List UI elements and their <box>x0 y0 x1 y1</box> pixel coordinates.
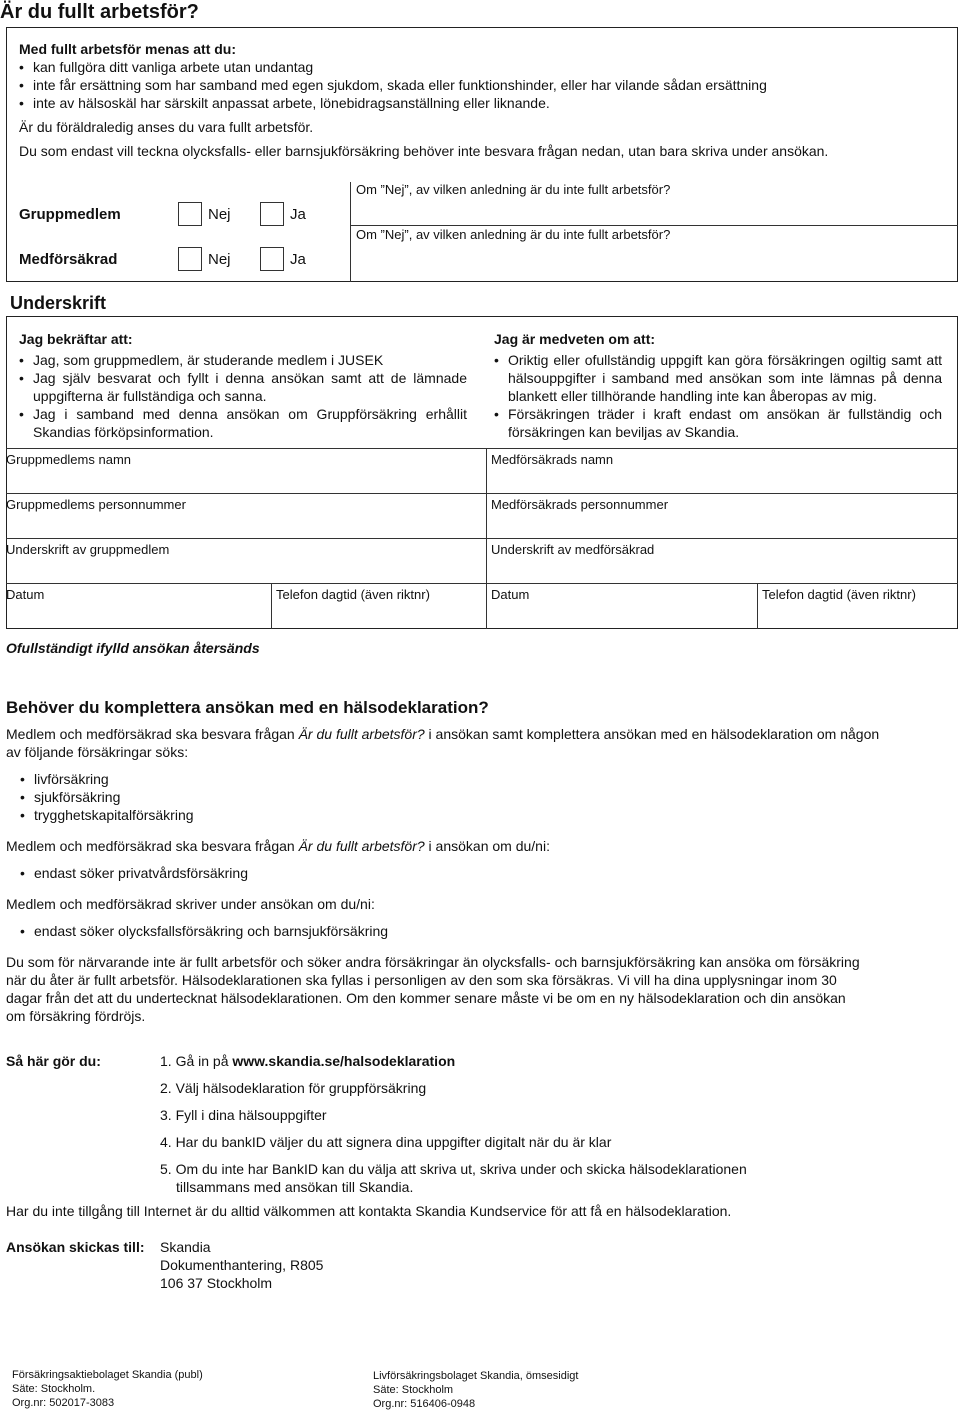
member-reason-divider <box>350 182 351 226</box>
member-name-field[interactable] <box>8 468 482 490</box>
address-line: 106 37 Stockholm <box>160 1275 273 1291</box>
list-item: • endast söker olycksfallsförsäkring och barnsjukförsäkring <box>20 922 886 940</box>
member-reason-line <box>350 225 958 226</box>
grid-divider <box>271 583 272 629</box>
insured-phone-field[interactable] <box>762 603 954 625</box>
phone-label: Telefon dagtid (även riktnr) <box>276 587 430 602</box>
grid-line <box>6 538 958 539</box>
insured-no-checkbox[interactable] <box>178 247 202 271</box>
text: Medlem och medförsäkrad ska besvara frågan <box>6 838 299 854</box>
text: i ansökan samt komplettera ansökan med en hälsodeklaration om någon av följande försäkringar söks: <box>6 726 880 760</box>
parental-leave-note: Är du föräldraledig anses du vara fullt arbetsför. <box>19 119 314 135</box>
member-date-field[interactable] <box>8 603 268 625</box>
date-label: Datum <box>491 587 530 602</box>
aware-item: • Försäkringen träder i kraft endast om ansökan är fullständig och försäkringen kan beviljas av Skandia. <box>494 405 942 441</box>
confirm-item: • Jag, som gruppmedlem, är studerande medlem i JUSEK <box>19 351 467 369</box>
grid-line <box>6 493 958 494</box>
insured-yes-label: Ja <box>290 251 306 268</box>
row-label-member: Gruppmedlem <box>19 206 121 223</box>
insured-yes-checkbox[interactable] <box>260 247 284 271</box>
insured-sign-field[interactable] <box>491 558 953 580</box>
grid-line <box>6 583 958 584</box>
footer-line: Org.nr: 516406-0948 <box>373 1398 476 1410</box>
member-name-label: Gruppmedlems namn <box>6 452 131 467</box>
member-no-label: Nej <box>208 206 231 223</box>
list-item: • endast söker privatvårdsförsäkring <box>20 864 886 882</box>
health-paragraph: Medlem och medförsäkrad skriver under ansökan om du/ni: <box>6 896 375 912</box>
aware-item: • Oriktig eller ofullständig uppgift kan göra försäkringen ogiltig samt att hälsouppgifter i samband med ansökan som inte lämnas på denna blankett eller tillhörande handling inte kan åberopas av mig. <box>494 351 942 405</box>
aware-title: Jag är medveten om att: <box>494 331 656 347</box>
definition-title: Med fullt arbetsför menas att du: <box>19 41 237 57</box>
health-paragraph: Du som för närvarande inte är fullt arbetsför och söker andra försäkringar än olycksfalls- och barnsjukförsäkring kan ansöka om försäkring när du åter är fullt arbetsför. Hälsodeklarationen ska fyllas i personligen av den som ska försäkras. Vi vill ha dina upplysningar inom 30 dagar från det att du undertecknat hälsodeklarationen. Om den kommer senare måste vi be om en ny hälsodeklaration och din ansökan om försäkring fördröjs. <box>6 954 860 1024</box>
text: Medlem och medförsäkrad ska besvara frågan <box>6 726 299 742</box>
grid-divider <box>486 448 487 629</box>
howto-label: Så här gör du: <box>6 1053 101 1069</box>
definition-bullet: • kan fullgöra ditt vanliga arbete utan undantag <box>19 58 939 76</box>
member-no-checkbox[interactable] <box>178 202 202 226</box>
grid-divider <box>757 583 758 629</box>
member-reason-label: Om ”Nej”, av vilken anledning är du inte fullt arbetsför? <box>356 182 671 197</box>
list-item: • livförsäkring <box>20 770 886 788</box>
member-pnr-label: Gruppmedlems personnummer <box>6 497 186 512</box>
insured-name-field[interactable] <box>491 468 953 490</box>
insurance-list <box>20 770 886 824</box>
footer-left <box>12 1368 203 1410</box>
aware-section <box>494 330 942 441</box>
footer-right <box>373 1369 578 1411</box>
confirm-item: • Jag själv besvarat och fyllt i denna ansökan samt att de lämnade uppgifterna är fullständiga och sanna. <box>19 369 467 405</box>
step-item: 2. Välj hälsodeklaration för gruppförsäkring <box>160 1080 427 1096</box>
insured-reason-divider <box>350 226 351 282</box>
step-item: 4. Har du bankID väljer du att signera dina uppgifter digitalt när du är klar <box>160 1134 612 1150</box>
definition-text <box>19 40 939 160</box>
confirm-item: • Jag i samband med denna ansökan om Gruppförsäkring erhållit Skandias förköpsinformation. <box>19 405 467 441</box>
health-link[interactable]: www.skandia.se/halsodeklaration <box>232 1053 456 1069</box>
step-item: 3. Fyll i dina hälsouppgifter <box>160 1107 327 1123</box>
address-line: Skandia <box>160 1239 211 1255</box>
page-title: Är du fullt arbetsför? <box>0 1 199 23</box>
accident-only-note: Du som endast vill teckna olycksfalls- eller barnsjukförsäkring behöver inte besvara frågan nedan, utan bara skriva under ansökan. <box>19 143 829 159</box>
insured-no-label: Nej <box>208 251 231 268</box>
date-label: Datum <box>6 587 45 602</box>
question-emphasis: Är du fullt arbetsför? <box>298 726 425 742</box>
footer-line: Försäkringsaktiebolaget Skandia (publ) <box>12 1369 203 1381</box>
list-item: • trygghetskapitalförsäkring <box>20 806 886 824</box>
text: i ansökan om du/ni: <box>424 838 550 854</box>
insured-reason-input[interactable] <box>356 244 954 278</box>
howto-steps <box>160 1052 820 1205</box>
incomplete-notice: Ofullständigt ifylld ansökan återsänds <box>6 640 260 656</box>
footer-line: Säte: Stockholm. <box>12 1383 96 1395</box>
question-emphasis: Är du fullt arbetsför? <box>298 838 425 854</box>
health-paragraph <box>6 837 886 855</box>
footer-line: Org.nr: 502017-3083 <box>12 1397 115 1409</box>
insured-name-label: Medförsäkrads namn <box>491 452 614 467</box>
send-address <box>160 1238 323 1292</box>
member-reason-input[interactable] <box>356 196 954 224</box>
internet-note: Har du inte tillgång till Internet är du alltid välkommen att kontakta Skandia Kundservice för att få en hälsodeklaration. <box>6 1203 732 1219</box>
text: 1. Gå in på <box>160 1053 233 1069</box>
insurance-list <box>20 922 886 940</box>
step-item: 5. Om du inte har BankID kan du välja att skriva ut, skriva under och skicka hälsodeklarationen tillsammans med ansökan till Skandia. <box>160 1161 747 1195</box>
member-phone-field[interactable] <box>276 603 482 625</box>
list-item: • sjukförsäkring <box>20 788 886 806</box>
definition-bullet: • inte av hälsoskäl har särskilt anpassat arbete, lönebidragsanställning eller liknande. <box>19 94 939 112</box>
signature-title: Underskrift <box>10 293 107 313</box>
member-yes-label: Ja <box>290 206 306 223</box>
grid-line <box>6 448 958 449</box>
confirm-section <box>19 330 467 441</box>
health-body <box>6 725 886 1025</box>
health-title: Behöver du komplettera ansökan med en hälsodeklaration? <box>6 698 489 717</box>
footer-line: Livförsäkringsbolaget Skandia, ömsesidigt <box>373 1370 579 1382</box>
address-line: Dokumenthantering, R805 <box>160 1257 324 1273</box>
insured-sign-label: Underskrift av medförsäkrad <box>491 542 655 557</box>
definition-bullet: • inte får ersättning som har samband med egen sjukdom, skada eller funktionshinder, eller har vilande sådan ersättning <box>19 76 939 94</box>
member-sign-field[interactable] <box>8 558 482 580</box>
insured-pnr-field[interactable] <box>491 513 953 535</box>
insurance-list <box>20 864 886 882</box>
member-yes-checkbox[interactable] <box>260 202 284 226</box>
member-pnr-field[interactable] <box>8 513 482 535</box>
footer-line: Säte: Stockholm <box>373 1384 454 1396</box>
confirm-title: Jag bekräftar att: <box>19 331 133 347</box>
send-label: Ansökan skickas till: <box>6 1239 145 1255</box>
row-label-insured: Medförsäkrad <box>19 251 118 268</box>
step-item <box>160 1052 820 1070</box>
health-paragraph <box>6 725 886 761</box>
insured-date-field[interactable] <box>491 603 753 625</box>
insured-pnr-label: Medförsäkrads personnummer <box>491 497 669 512</box>
insured-reason-label: Om ”Nej”, av vilken anledning är du inte fullt arbetsför? <box>356 227 671 242</box>
phone-label: Telefon dagtid (även riktnr) <box>762 587 916 602</box>
member-sign-label: Underskrift av gruppmedlem <box>6 542 170 557</box>
